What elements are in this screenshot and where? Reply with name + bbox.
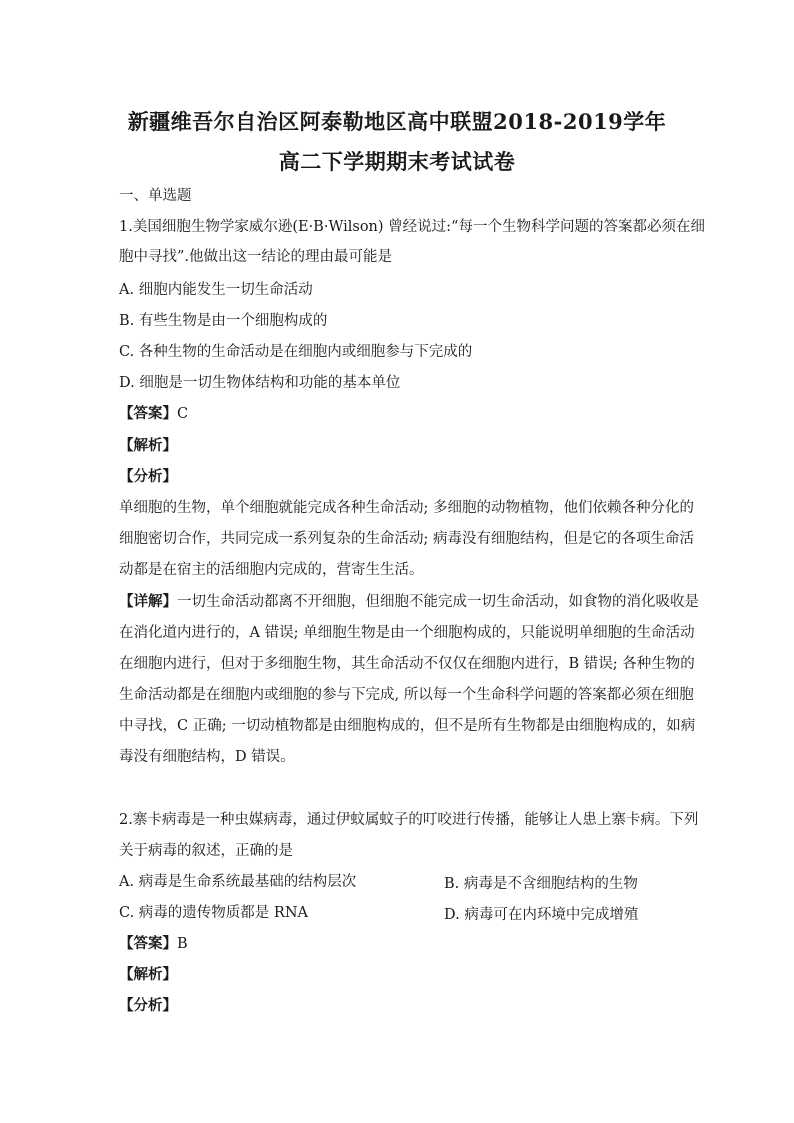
q2-answer [119, 934, 679, 954]
section-heading: 一、单选题 [119, 188, 192, 204]
document-title-line2: 高二下学期期末考试试卷 [278, 149, 516, 174]
q1-fenxi-line3: 动都是在宿主的活细胞内完成的，营寄生生活。 [119, 562, 424, 578]
q1-detail-line6: 毒没有细胞结构，D 错误。 [119, 749, 295, 765]
detail-label: 【详解】 [119, 593, 177, 610]
q1-fenxi-line2: 细胞密切合作，共同完成一系列复杂的生命活动; 病毒没有细胞结构，但是它的各项生命活 [119, 531, 694, 547]
q1-option-a: A. 细胞内能发生一切生命活动 [119, 282, 313, 298]
answer-value: B [177, 936, 188, 952]
answer-value: C [177, 406, 189, 422]
answer-label: 【答案】 [119, 935, 177, 952]
document-title-line1: 新疆维吾尔自治区阿泰勒地区高中联盟2018-2019学年 [127, 109, 667, 134]
q2-fenxi-label: 【分析】 [119, 997, 177, 1014]
answer-label: 【答案】 [119, 405, 177, 422]
q2-stem-line1: 2.寨卡病毒是一种虫媒病毒，通过伊蚊属蚊子的叮咬进行传播，能够让人患上寨卡病。下列 [119, 812, 699, 828]
q2-jiexi-label: 【解析】 [119, 966, 177, 983]
q1-answer [119, 404, 679, 424]
q1-option-b: B. 有些生物是由一个细胞构成的 [119, 313, 328, 329]
q2-option-d: D. 病毒可在内环境中完成增殖 [444, 907, 639, 923]
q1-fenxi-label: 【分析】 [119, 468, 177, 485]
q2-option-b: B. 病毒是不含细胞结构的生物 [444, 876, 638, 892]
q1-fenxi-line1: 单细胞的生物，单个细胞就能完成各种生命活动; 多细胞的动物植物，他们依赖各种分化的 [119, 500, 694, 516]
q1-stem-line2: 胞中寻找”.他做出这一结论的理由最可能是 [119, 249, 393, 265]
q1-stem-line1: 1.美国细胞生物学家威尔逊(E·B·Wilson) 曾经说过:“每一个生物科学问题的答案都必须在细 [119, 219, 705, 235]
q1-detail-line5: 中寻找，C 正确; 一切动植物都是由细胞构成的，但不是所有生物都是由细胞构成的，如病 [119, 718, 696, 734]
q2-stem-line2: 关于病毒的叙述，正确的是 [119, 843, 293, 859]
q1-detail-line3: 在细胞内进行，但对于多细胞生物，其生命活动不仅仅在细胞内进行，B 错误; 各种生物的 [119, 656, 695, 672]
q2-option-c: C. 病毒的遗传物质都是 RNA [119, 905, 308, 921]
q1-detail-line4: 生命活动都是在细胞内或细胞的参与下完成, 所以每一个生命科学问题的答案都必须在细胞 [119, 687, 694, 703]
q1-detail-line2: 在消化道内进行的，A 错误; 单细胞生物是由一个细胞构成的，只能说明单细胞的生命活动 [119, 625, 695, 641]
q1-option-c: C. 各种生物的生命活动是在细胞内或细胞参与下完成的 [119, 344, 473, 360]
q1-jiexi-label: 【解析】 [119, 437, 177, 454]
detail-text: 一切生命活动都离不开细胞，但细胞不能完成一切生命活动，如食物的消化吸收是 [177, 594, 699, 610]
q1-detail-line1 [119, 592, 699, 612]
q2-option-a: A. 病毒是生命系统最基础的结构层次 [119, 874, 357, 890]
q1-option-d: D. 细胞是一切生物体结构和功能的基本单位 [119, 375, 401, 391]
